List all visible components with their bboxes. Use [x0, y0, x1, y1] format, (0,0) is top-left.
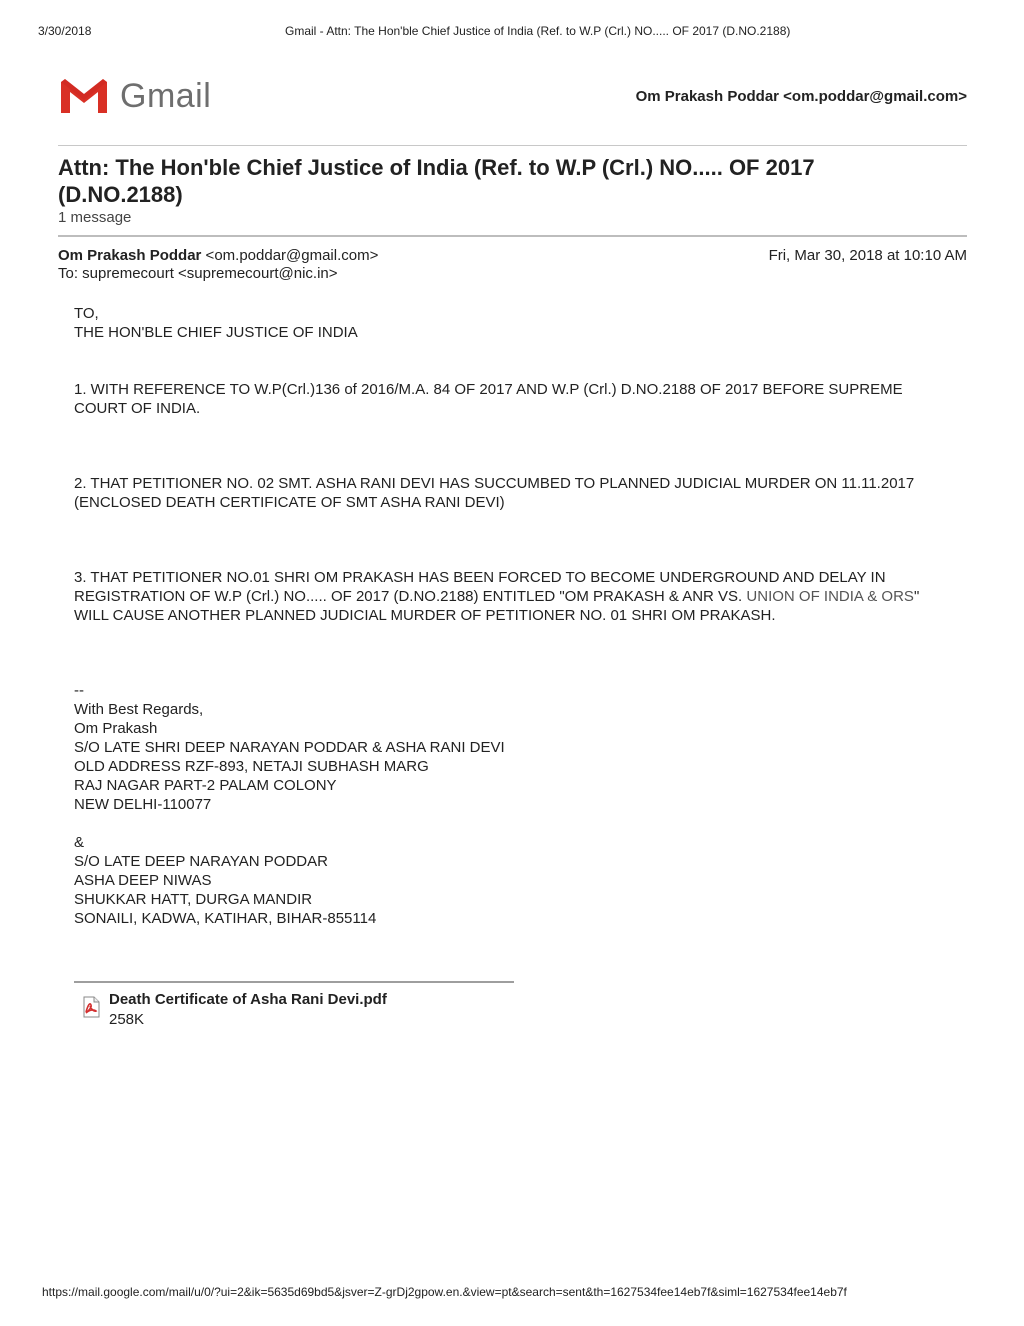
message-date: Fri, Mar 30, 2018 at 10:10 AM — [768, 247, 967, 264]
gmail-wordmark: Gmail — [120, 76, 212, 115]
paragraph-3-part-1: 3. THAT PETITIONER NO.01 SHRI OM PRAKASH HAS BEEN FORCED TO BECOME UNDERGROUND AND DELAY IN REGISTRATION OF W.P (Crl.) NO..... OF 2017 (D.NO.2188) ENTITLED "OM PRAKASH & ANR VS. — [74, 569, 886, 605]
signature-line: With Best Regards, — [74, 701, 204, 718]
body-paragraph-2: 2. THAT PETITIONER NO. 02 SMT. ASHA RANI DEVI HAS SUCCUMBED TO PLANNED JUDICIAL MURDER ON 11.11.2017 (ENCLOSED DEATH CERTIFICATE OF SMT ASHA RANI DEVI) — [74, 475, 915, 511]
signature-line: Om Prakash — [74, 720, 158, 737]
sender-name: Om Prakash Poddar — [58, 247, 202, 264]
signature-line: S/O LATE DEEP NARAYAN PODDAR — [74, 853, 328, 870]
account-identity: Om Prakash Poddar <om.poddar@gmail.com> — [635, 88, 967, 105]
print-page-title: Gmail - Attn: The Hon'ble Chief Justice of India (Ref. to W.P (Crl.) NO..... OF 2017 (D.NO.2188) — [285, 24, 791, 38]
message-sender — [58, 247, 378, 264]
message-recipient: To: supremecourt <supremecourt@nic.in> — [58, 265, 338, 282]
gmail-m-icon — [58, 76, 110, 116]
signature-line: RAJ NAGAR PART-2 PALAM COLONY — [74, 777, 337, 794]
print-footer-url: https://mail.google.com/mail/u/0/?ui=2&ik=5635d69bd5&jsver=Z-grDj2gpow.en.&view=pt&search=sent&th=1627534fee14eb7f&siml=1627534fee14eb7f — [42, 1285, 847, 1299]
paragraph-3-part-3: " WILL CAUSE ANOTHER PLANNED JUDICIAL MURDER OF PETITIONER NO. 01 SHRI OM PRAKASH. — [74, 588, 920, 624]
body-salutation-line-2: THE HON'BLE CHIEF JUSTICE OF INDIA — [74, 324, 358, 341]
signature-line: ASHA DEEP NIWAS — [74, 872, 212, 889]
signature-line: OLD ADDRESS RZF-893, NETAJI SUBHASH MARG — [74, 758, 429, 775]
signature-line: S/O LATE SHRI DEEP NARAYAN PODDAR & ASHA RANI DEVI — [74, 739, 505, 756]
signature-line — [74, 814, 954, 833]
signature-line: & — [74, 834, 85, 851]
attachment-divider — [74, 981, 514, 983]
signature-line: -- — [74, 682, 84, 699]
signature-block — [74, 681, 954, 928]
body-paragraph-1: 1. WITH REFERENCE TO W.P(Crl.)136 of 2016/M.A. 84 OF 2017 AND W.P (Crl.) D.NO.2188 OF 2017 BEFORE SUPREME COURT OF INDIA. — [74, 381, 903, 417]
sender-email: <om.poddar@gmail.com> — [201, 247, 379, 264]
attachment-name-link[interactable]: Death Certificate of Asha Rani Devi.pdf — [109, 991, 387, 1008]
signature-line: SONAILI, KADWA, KATIHAR, BIHAR-855114 — [74, 910, 377, 927]
paragraph-3-part-2: UNION OF INDIA & ORS — [746, 588, 914, 605]
message-count: 1 message — [58, 209, 132, 226]
signature-line: SHUKKAR HATT, DURGA MANDIR — [74, 891, 313, 908]
gmail-logo — [58, 74, 218, 118]
thread-subject: Attn: The Hon'ble Chief Justice of India (Ref. to W.P (Crl.) NO..... OF 2017 (D.NO.2188) — [58, 155, 815, 207]
print-date: 3/30/2018 — [38, 24, 92, 38]
signature-line: NEW DELHI-110077 — [74, 796, 212, 813]
body-paragraph-3 — [74, 568, 949, 625]
pdf-icon[interactable] — [80, 996, 102, 1018]
thread-divider — [58, 235, 967, 237]
header-divider — [58, 145, 967, 146]
body-salutation-line-1: TO, — [74, 305, 99, 322]
attachment-size: 258K — [109, 1011, 145, 1028]
